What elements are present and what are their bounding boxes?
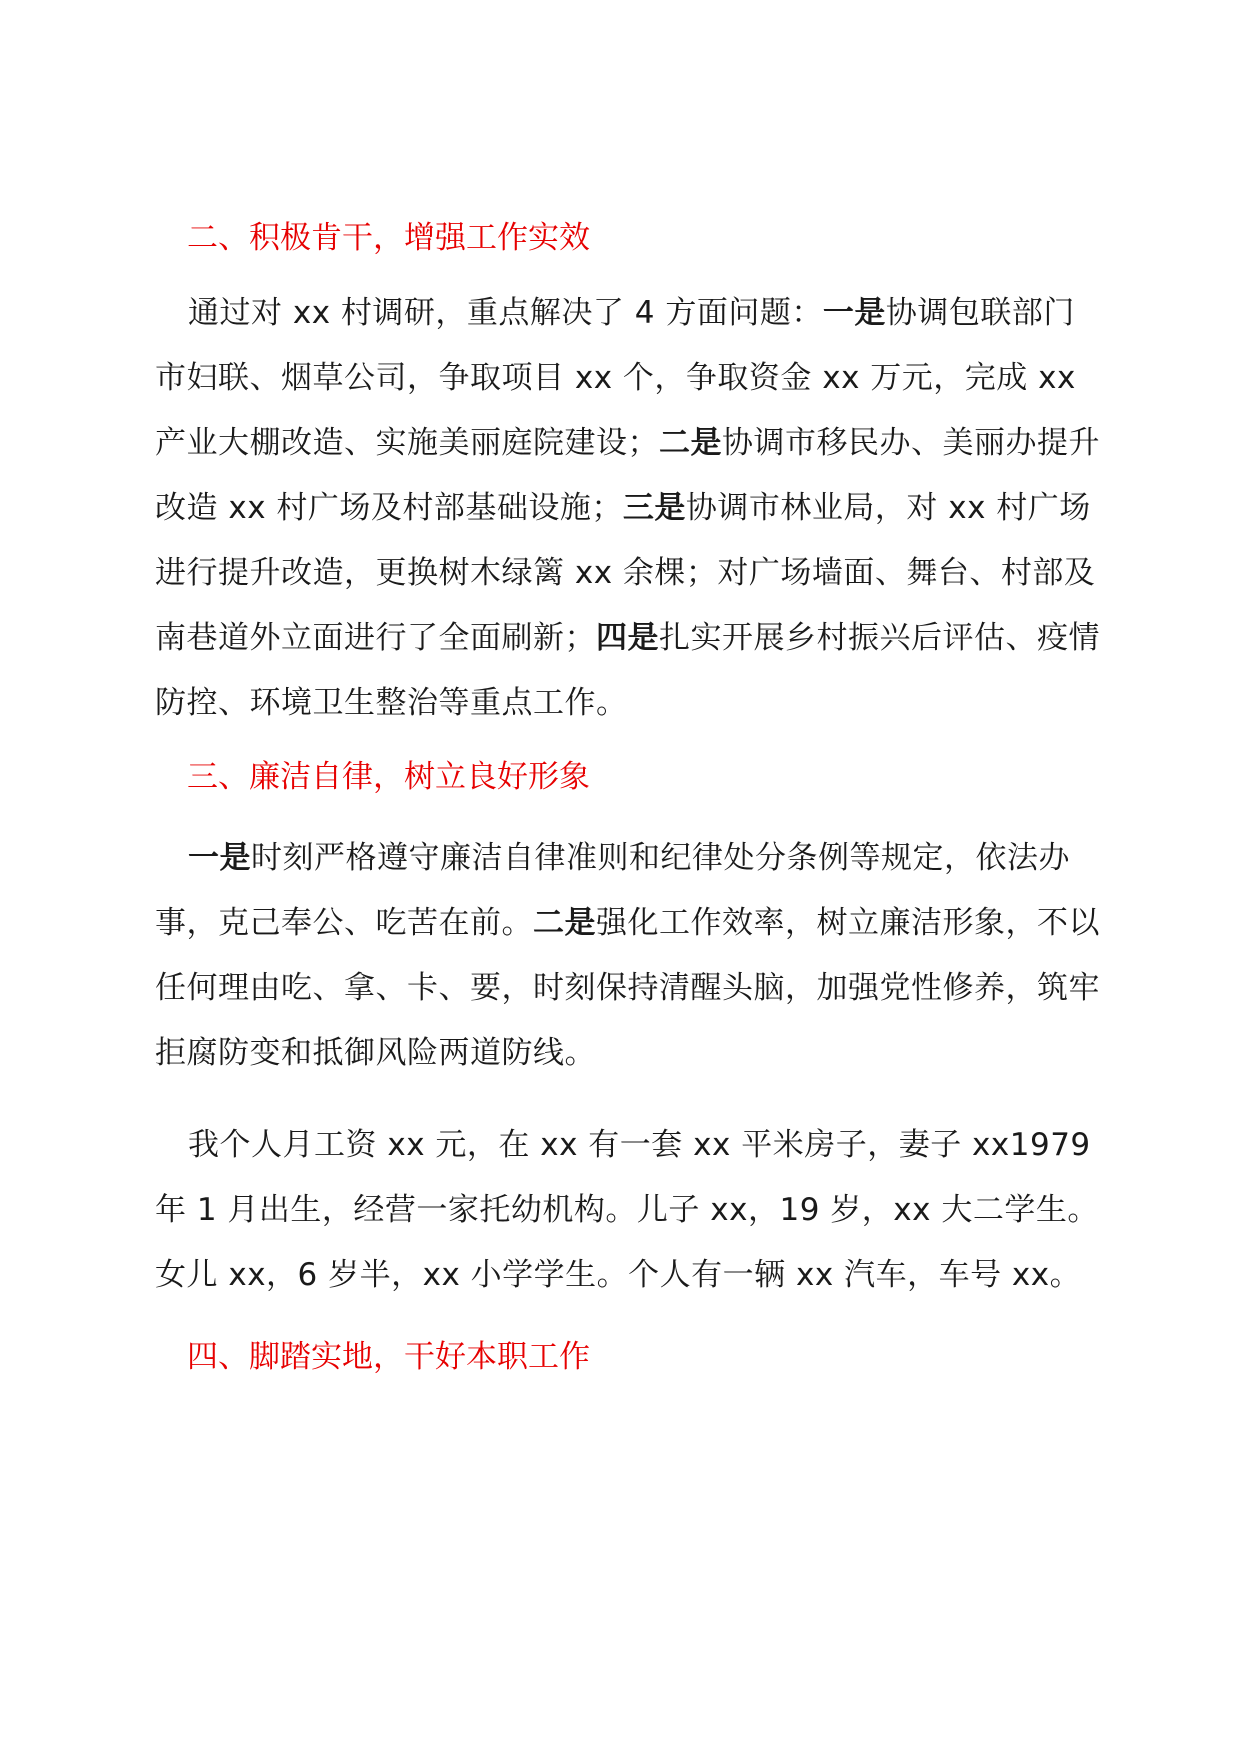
paragraph-problems-solved: [155, 281, 1105, 736]
document-page: [155, 218, 1105, 1377]
bold-marker-second: 二是: [659, 425, 722, 461]
section-heading-4: 四、脚踏实地，干好本职工作: [187, 1339, 590, 1375]
paragraph-personal-info: [155, 1113, 1105, 1308]
bold-marker-second: 二是: [533, 905, 596, 941]
text-run: 协调市林业局，对 xx 村广场进行提升改造，更换树木绿篱 xx 余棵；对广场墙面、舞台、村部及南巷道外立面进行了全面刷新；: [155, 490, 1096, 656]
section-heading-3: 三、廉洁自律，树立良好形象: [187, 759, 590, 795]
text-run: 协调市移民办、美丽办提升改造 xx 村广场及村部基础设施；: [155, 425, 1100, 526]
text-run: 我个人月工资 xx 元，在 xx 有一套 xx 平米房子，妻子 xx1979 年 1 月出生，经营一家托幼机构。儿子 xx，19 岁，xx 大二学生。女儿 xx，6 岁半，xx 小学学生。个人有一辆 xx 汽车，车号 xx。: [155, 1127, 1099, 1293]
section-heading-2: 二、积极肯干，增强工作实效: [187, 220, 590, 256]
text-run: 时刻严格遵守廉洁自律准则和纪律处分条例等规定，依法办事，克己奉公、吃苦在前。: [155, 840, 1070, 941]
text-run: 通过对 xx 村调研，重点解决了 4 方面问题：: [188, 295, 823, 331]
text-run: 扎实开展乡村振兴后评估、疫情防控、环境卫生整治等重点工作。: [155, 620, 1100, 721]
bold-marker-fourth: 四是: [596, 620, 659, 656]
text-run: 协调包联部门市妇联、烟草公司，争取项目 xx 个，争取资金 xx 万元，完成 xx 产业大棚改造、实施美丽庭院建设；: [155, 295, 1076, 461]
bold-marker-third: 三是: [622, 490, 686, 526]
paragraph-integrity: [155, 826, 1105, 1086]
bold-marker-first: 一是: [188, 840, 251, 876]
bold-marker-first: 一是: [822, 295, 886, 331]
text-run: 强化工作效率，树立廉洁形象，不以任何理由吃、拿、卡、要，时刻保持清醒头脑，加强党性修养，筑牢拒腐防变和抵御风险两道防线。: [155, 905, 1100, 1071]
